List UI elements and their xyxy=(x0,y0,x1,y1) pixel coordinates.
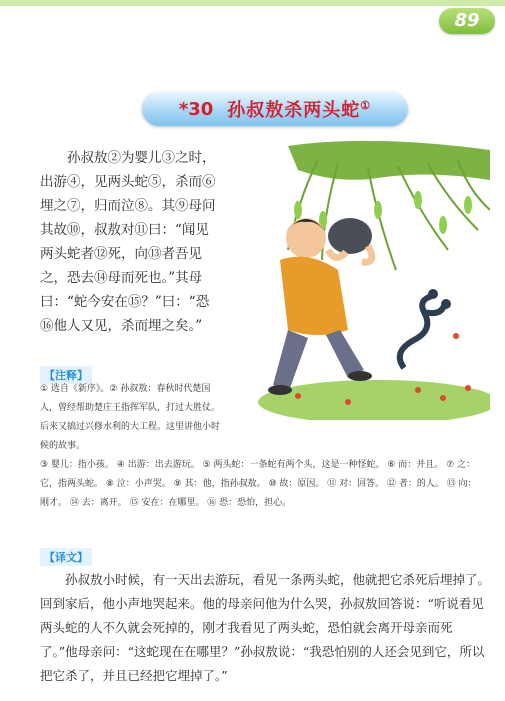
translation-text xyxy=(40,568,490,688)
title-note-ref: ① xyxy=(360,99,372,112)
lesson-title-banner xyxy=(142,92,408,126)
translation-paragraph: 孙叔敖小时候，有一天出去游玩，看见一条两头蛇，他就把它杀死后埋掉了。回到家后，他小声地哭起来。他的母亲问他为什么哭，孙叔敖回答说：“听说看见两头蛇的人不久就会死掉的，刚才我看见了两头蛇，恐怕就会离开母亲而死了。”他母亲问：“这蛇现在在哪里？”孙叔敖说：“我恐怕别的人还会见到它，所以把它杀了，并且已经把它埋掉了。” xyxy=(40,572,491,683)
lesson-number: *30 xyxy=(178,98,214,120)
top-color-strip xyxy=(0,0,505,6)
translation-label: 【译文】 xyxy=(40,548,92,566)
classical-paragraph: 孙叔敖②为婴儿③之时，出游④，见两头蛇⑤，杀而⑥埋之⑦，归而泣⑧。其⑨母问其故⑩，叔敖对⑪曰：“闻见两头蛇者⑫死，向⑬者吾见之，恐去⑭母而死也。”其母曰：“蛇今安在⑮？”曰：“恐⑯他人又见，杀而埋之矣。” xyxy=(40,150,216,334)
story-illustration xyxy=(228,140,490,420)
lesson-title: 孙叔敖杀两头蛇① xyxy=(227,99,372,121)
notes-left-column: ① 选自《新序》。② 孙叔敖：春秋时代楚国人，曾经帮助楚庄王指挥军队，打过大胜仗。后来又搞过兴修水利的大工程。这里讲他小时候的故事。 xyxy=(40,384,221,451)
classical-text xyxy=(40,146,222,338)
page-number-badge: 89 xyxy=(439,8,495,34)
notes-continued: ③ 婴儿：指小孩。 ④ 出游：出去游玩。 ⑤ 两头蛇：一条蛇有两个头，这是一种怪蛇。 ⑥ 而：并且。 ⑦ 之：它，指两头蛇。 ⑧ 泣：小声哭。 ⑨ 其：他，指孙叔敖。 ⑩ 故：原因。 ⑪ 对：回答。 ⑫ 者：的人。 ⑬ 向：刚才。 ⑭ 去：离开。 ⑮ 安在：在哪里。 ⑯ 恐：恐怕，担心。 xyxy=(40,460,477,508)
notes-label: 【注释】 xyxy=(40,366,92,384)
